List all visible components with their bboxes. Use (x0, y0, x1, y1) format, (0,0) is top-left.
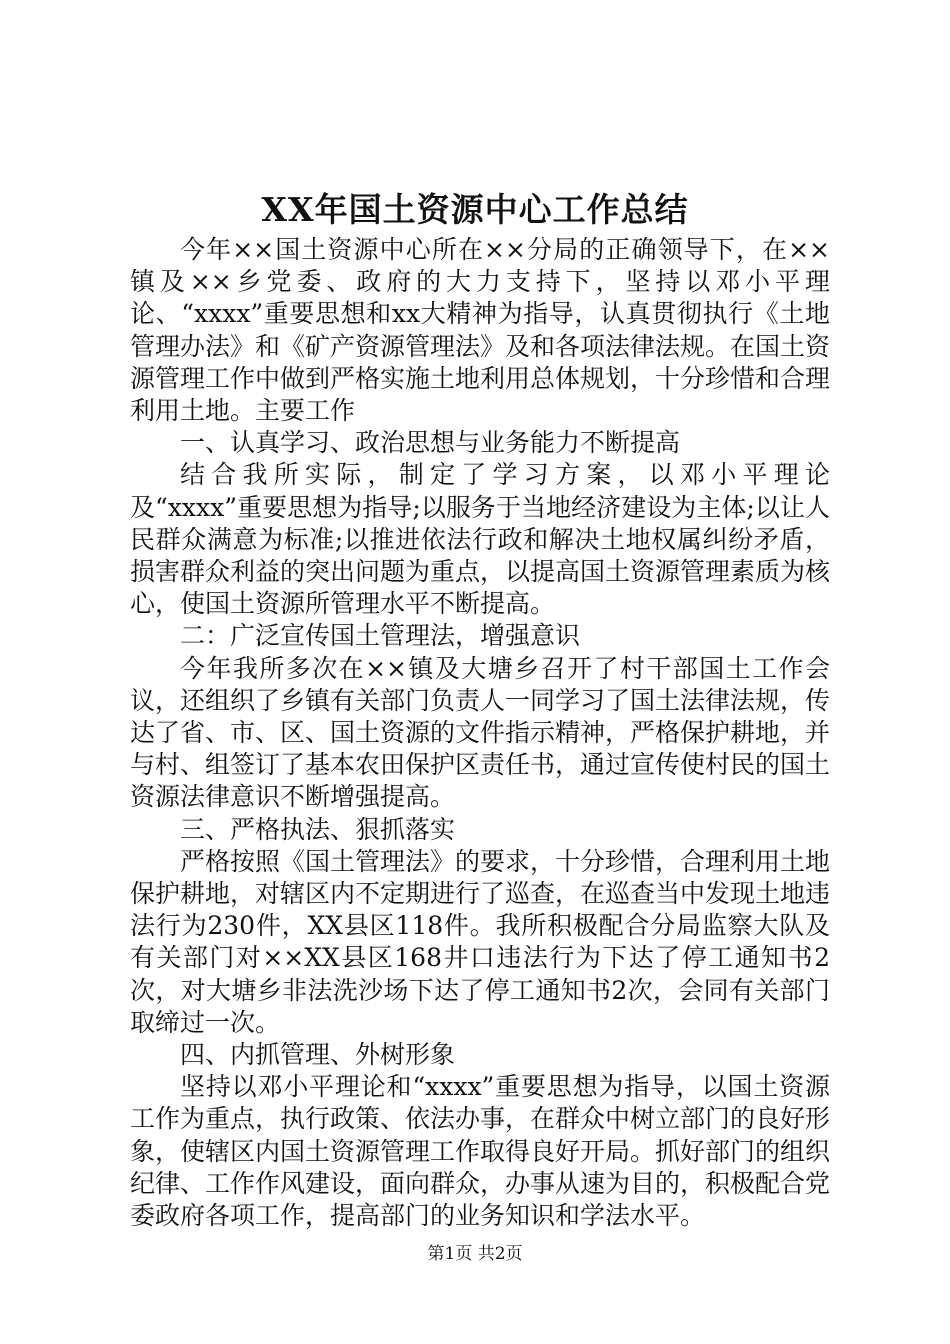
intro-paragraph: 今年××国土资源中心所在××分局的正确领导下，在××镇及××乡党委、政府的大力支持下，坚持以邓小平理论、“xxxx”重要思想和xx大精神为指导，认真贯彻执行《土地管理办法》和《矿产资源管理法》及和各项法律法规。在国土资源管理工作中做到严格实施土地利用总体规划，十分珍惜和合理利用土地。主要工作 (130, 235, 831, 426)
section-heading-4: 四、内抓管理、外树形象 (180, 1040, 456, 1070)
section-paragraph-1: 结合我所实际，制定了学习方案，以邓小平理论及“xxxx”重要思想为指导;以服务于当地经济建设为主体;以让人民群众满意为标准;以推进依法行政和解决土地权属纠纷矛盾，损害群众利益的突出问题为重点，以提高国土资源管理素质为核心，使国土资源所管理水平不断提高。 (130, 460, 831, 619)
document-body (130, 234, 830, 1232)
section-paragraph-3: 严格按照《国土管理法》的要求，十分珍惜，合理利用土地保护耕地，对辖区内不定期进行了巡查，在巡查当中发现土地违法行为230件，XX县区118件。我所积极配合分局监察大队及有关部门对××XX县区168井口违法行为下达了停工通知书2次，对大塘乡非法洗沙场下达了停工通知书2次，会同有关部门取缔过一次。 (130, 846, 831, 1037)
section-paragraph-2: 今年我所多次在××镇及大塘乡召开了村干部国土工作会议，还组织了乡镇有关部门负责人一同学习了国土法律法规，传达了省、市、区、国土资源的文件指示精神，严格保护耕地，并与村、组签订了基本农田保护区责任书，通过宣传使村民的国土资源法律意识不断增强提高。 (130, 653, 831, 812)
document-title: XX年国土资源中心工作总结 (261, 190, 689, 229)
section-heading-3: 三、严格执法、狠抓落实 (180, 814, 456, 844)
section-paragraph-4: 坚持以邓小平理论和“xxxx”重要思想为指导，以国土资源工作为重点，执行政策、依法办事，在群众中树立部门的良好形象，使辖区内国土资源管理工作取得良好开局。抓好部门的组织纪律、工作作风建设，面向群众，办事从速为目的，积极配合党委政府各项工作，提高部门的业务知识和学法水平。 (130, 1072, 831, 1231)
section-heading-1: 一、认真学习、政治思想与业务能力不断提高 (180, 428, 681, 458)
section-heading-2: 二：广泛宣传国土管理法，增强意识 (180, 621, 581, 651)
page-footer: 第1页 共2页 (427, 1244, 523, 1264)
